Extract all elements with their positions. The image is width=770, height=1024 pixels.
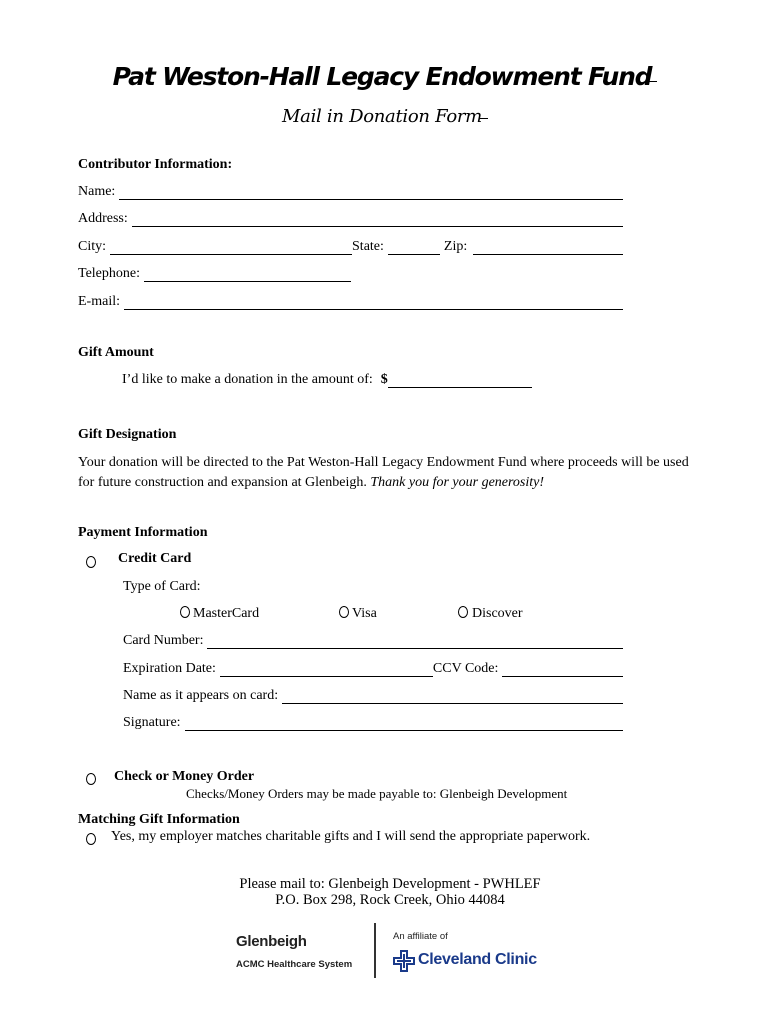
address-input-line[interactable] bbox=[132, 213, 623, 227]
check-payable-note: Checks/Money Orders may be made payable to: Glenbeigh Development bbox=[186, 786, 568, 801]
visa-radio[interactable] bbox=[339, 606, 349, 618]
signature-input-line[interactable] bbox=[185, 717, 623, 731]
expiration-input-line[interactable] bbox=[220, 663, 433, 677]
credit-card-radio[interactable] bbox=[86, 556, 96, 568]
card-number-label: Card Number: bbox=[123, 633, 204, 648]
form-title: Pat Weston-Hall Legacy Endowment Fund bbox=[0, 62, 770, 91]
ccv-input-line[interactable] bbox=[502, 663, 623, 677]
email-field-row bbox=[78, 294, 623, 310]
expiration-ccv-row bbox=[123, 661, 623, 677]
address-label: Address: bbox=[78, 211, 128, 226]
visa-label: Visa bbox=[352, 606, 377, 621]
card-number-row bbox=[123, 633, 623, 649]
name-label: Name: bbox=[78, 184, 116, 199]
telephone-field-row bbox=[78, 266, 351, 282]
zip-label: Zip: bbox=[443, 239, 468, 254]
telephone-input-line[interactable] bbox=[144, 268, 351, 282]
telephone-label: Telephone: bbox=[78, 266, 140, 281]
ccv-label: CCV Code: bbox=[432, 661, 499, 676]
expiration-label: Expiration Date: bbox=[123, 661, 216, 676]
email-input-line[interactable] bbox=[124, 296, 623, 310]
discover-radio[interactable] bbox=[458, 606, 468, 618]
contributor-heading: Contributor Information: bbox=[78, 157, 233, 172]
city-state-zip-row bbox=[78, 239, 623, 255]
affiliate-text: An affiliate of bbox=[393, 931, 448, 942]
state-label: State: bbox=[352, 239, 384, 254]
card-number-input-line[interactable] bbox=[207, 635, 623, 649]
check-money-order-radio[interactable] bbox=[86, 773, 96, 785]
thank-you-text: Thank you for your generosity! bbox=[370, 475, 545, 490]
gift-amount-heading: Gift Amount bbox=[78, 345, 154, 360]
name-input-line[interactable] bbox=[119, 186, 623, 200]
cleveland-clinic-cross-icon bbox=[393, 950, 415, 972]
gift-designation-heading: Gift Designation bbox=[78, 427, 177, 442]
matching-gift-option: Yes, my employer matches charitable gifts and I will send the appropriate paperwork. bbox=[111, 829, 591, 844]
name-on-card-input-line[interactable] bbox=[282, 690, 623, 704]
type-of-card-label: Type of Card: bbox=[123, 579, 201, 594]
mastercard-radio[interactable] bbox=[180, 606, 190, 618]
name-on-card-label: Name as it appears on card: bbox=[123, 688, 279, 703]
gift-designation-text: Your donation will be directed to the Pat Weston-Hall Legacy Endowment Fund where proceeds will be used for future construction and expansion at Glenbeigh. Thank you for your generosity! bbox=[78, 455, 689, 490]
name-field-row bbox=[78, 184, 623, 200]
gift-amount-row bbox=[122, 372, 532, 388]
address-field-row bbox=[78, 211, 623, 227]
signature-label: Signature: bbox=[123, 715, 181, 730]
cleveland-clinic-logo-text: Cleveland Clinic bbox=[418, 951, 537, 968]
city-input-line[interactable] bbox=[110, 241, 352, 255]
mail-address-line: P.O. Box 298, Rock Creek, Ohio 44084 bbox=[275, 892, 505, 908]
email-label: E-mail: bbox=[78, 294, 120, 309]
payment-heading: Payment Information bbox=[78, 525, 208, 540]
check-money-order-label: Check or Money Order bbox=[114, 769, 255, 784]
glenbeigh-logo: Glenbeigh bbox=[236, 933, 307, 950]
currency-symbol: $ bbox=[380, 372, 388, 387]
acmc-logo-text: ACMC Healthcare System bbox=[236, 959, 353, 970]
credit-card-label: Credit Card bbox=[118, 551, 192, 566]
zip-input-line[interactable] bbox=[473, 241, 623, 255]
state-input-line[interactable] bbox=[388, 241, 440, 255]
discover-label: Discover bbox=[472, 606, 523, 621]
mail-to-line: Please mail to: Glenbeigh Development - PWHLEF bbox=[239, 876, 541, 892]
matching-gift-radio[interactable] bbox=[86, 833, 96, 845]
name-on-card-row bbox=[123, 688, 623, 704]
logo-divider bbox=[374, 923, 376, 978]
gift-amount-input-line[interactable] bbox=[388, 374, 532, 388]
signature-row bbox=[123, 715, 623, 731]
gift-amount-text: I’d like to make a donation in the amount of: bbox=[122, 372, 373, 387]
form-subtitle: Mail in Donation Form bbox=[0, 106, 770, 127]
city-label: City: bbox=[78, 239, 107, 254]
matching-gift-heading: Matching Gift Information bbox=[78, 812, 240, 827]
mastercard-label: MasterCard bbox=[193, 606, 260, 621]
